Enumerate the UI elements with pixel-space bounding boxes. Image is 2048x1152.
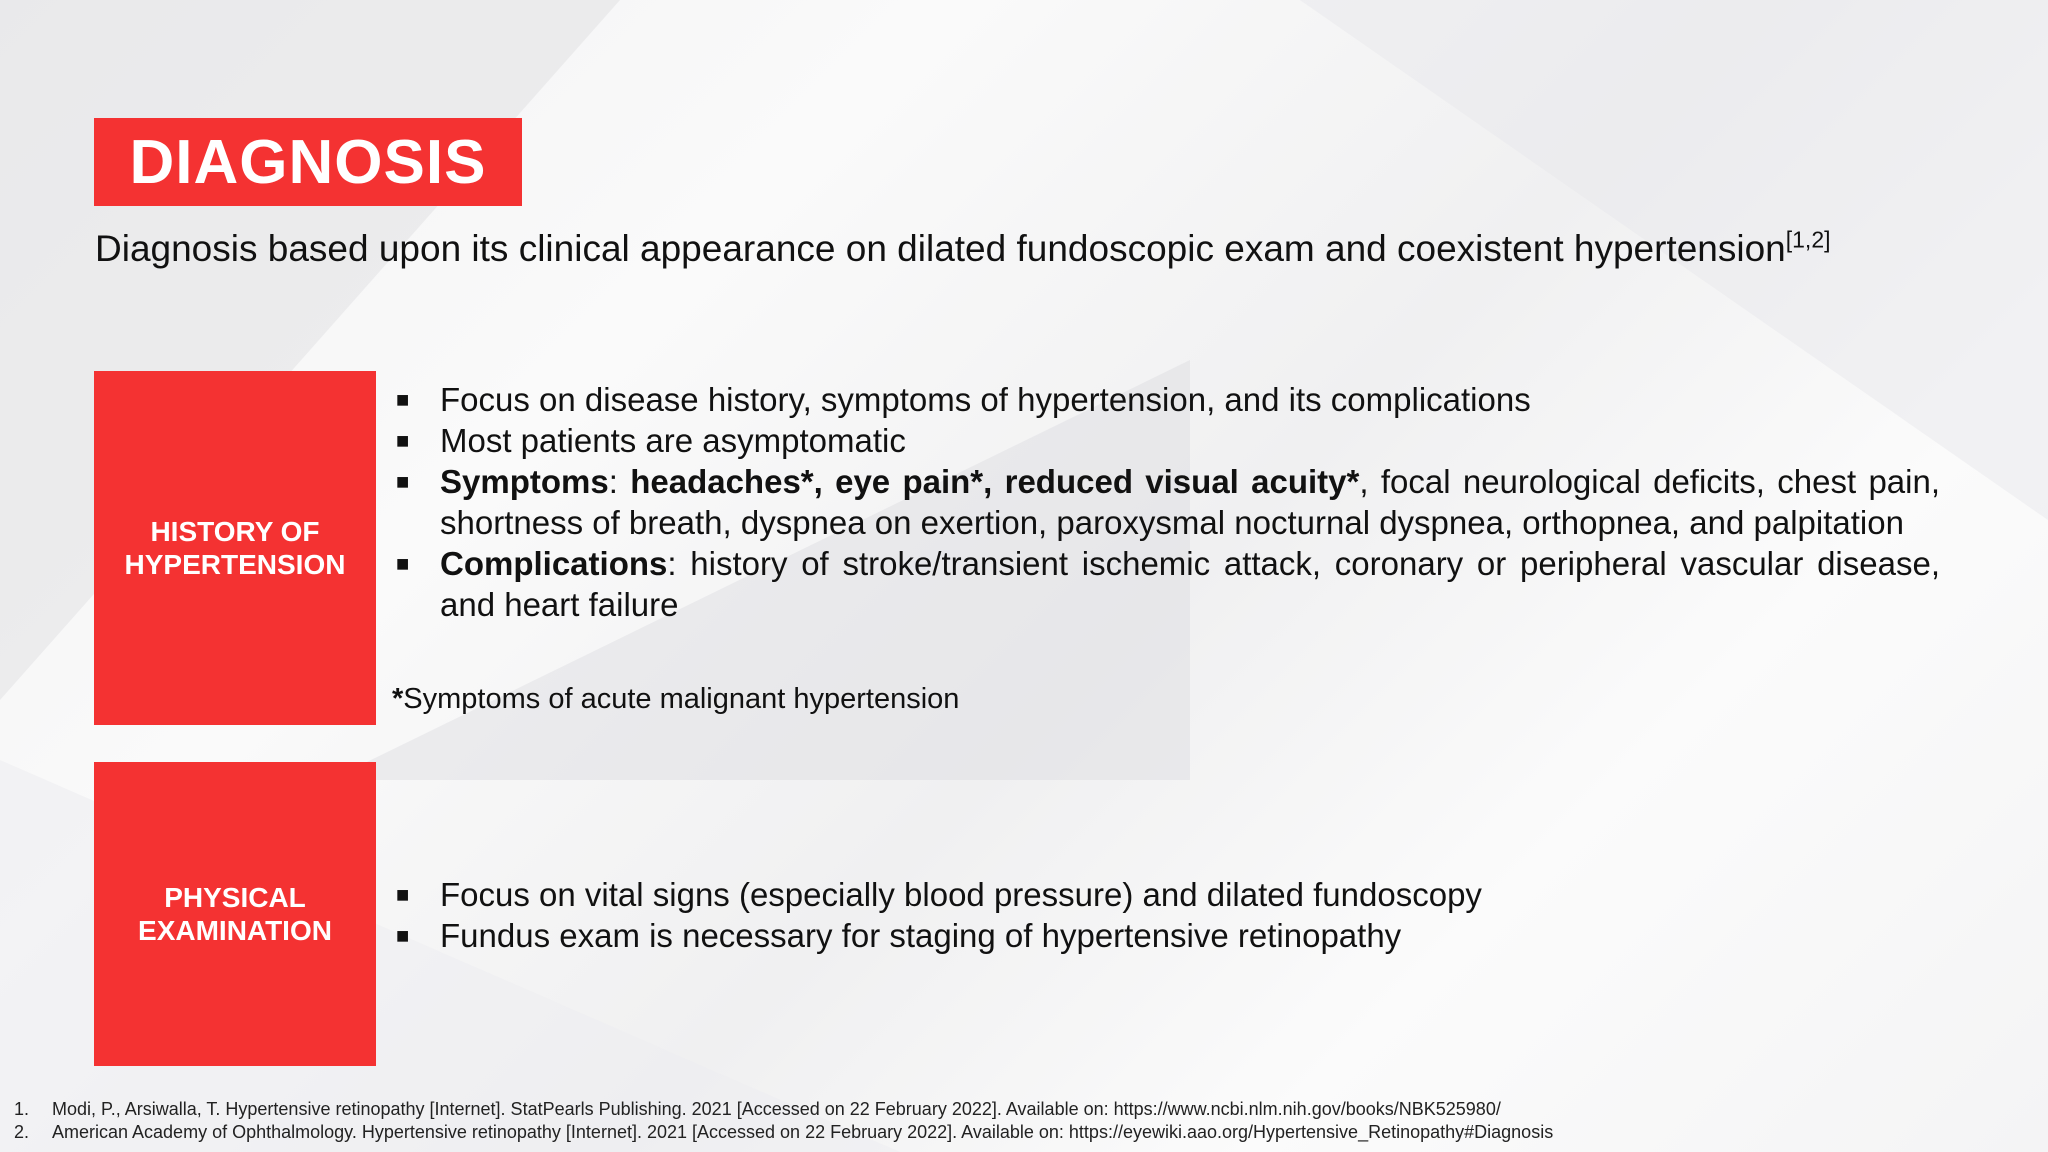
bullet-square-icon: ■ <box>396 551 410 576</box>
list-item <box>392 915 1940 956</box>
history-section-label-box <box>94 371 376 725</box>
note-text: Symptoms of acute malignant hypertension <box>403 683 960 715</box>
symptoms-separator: : <box>608 463 631 500</box>
reference-row <box>14 1098 1553 1121</box>
reference-number: 1. <box>14 1099 30 1119</box>
list-item <box>392 874 1940 915</box>
bullet-square-icon: ■ <box>396 469 410 494</box>
history-section-label: HISTORY OF HYPERTENSION <box>124 516 346 580</box>
bullet-text: Fundus exam is necessary for staging of hypertensive retinopathy <box>440 917 1402 954</box>
list-item <box>392 420 1940 461</box>
reference-number: 2. <box>14 1122 30 1142</box>
symptoms-rest: , focal neurological deficits, chest pain, shortness of breath, dyspnea on exertion, paroxysmal nocturnal dyspnea, orthopnea, and palpitation <box>440 463 1941 541</box>
bullet-square-icon: ■ <box>396 923 410 948</box>
subtitle <box>95 228 1831 270</box>
bullet-text: Most patients are asymptomatic <box>440 422 906 459</box>
list-item <box>392 543 1940 625</box>
physical-section-label: PHYSICAL EXAMINATION <box>138 882 332 946</box>
list-item <box>392 379 1940 420</box>
note-star: * <box>392 683 404 715</box>
references <box>14 1098 1553 1144</box>
complications-label: Complications <box>440 545 668 582</box>
subtitle-citation: [1,2] <box>1785 226 1831 253</box>
footnote-note <box>392 683 959 716</box>
title-banner <box>94 118 522 206</box>
history-bullet-list <box>392 379 1940 625</box>
complications-separator: : <box>667 545 691 582</box>
physical-bullet-list <box>392 874 1940 956</box>
subtitle-text: Diagnosis based upon its clinical appearance on dilated fundoscopic exam and coexistent hypertension <box>95 228 1786 269</box>
physical-section-label-box <box>94 762 376 1066</box>
bullet-square-icon: ■ <box>396 387 410 412</box>
bullet-square-icon: ■ <box>396 428 410 453</box>
reference-row <box>14 1121 1553 1144</box>
bullet-text: Focus on disease history, symptoms of hypertension, and its complications <box>440 381 1531 418</box>
complications-rest: history of stroke/transient ischemic attack, coronary or peripheral vascular disease, and heart failure <box>440 545 1940 623</box>
reference-text: American Academy of Ophthalmology. Hypertensive retinopathy [Internet]. 2021 [Accessed on 22 February 2022]. Available on: https://eyewiki.aao.org/Hypertensive_Retinopathy#Diagnosis <box>52 1122 1554 1142</box>
symptoms-label: Symptoms <box>440 463 609 500</box>
list-item <box>392 461 1940 543</box>
page-title: DIAGNOSIS <box>129 127 487 197</box>
symptoms-key-items: headaches*, eye pain*, reduced visual acuity* <box>630 463 1360 500</box>
reference-text: Modi, P., Arsiwalla, T. Hypertensive retinopathy [Internet]. StatPearls Publishing. 2021 [Accessed on 22 February 2022]. Available on: https://www.ncbi.nlm.nih.gov/books/NBK525980/ <box>52 1099 1501 1119</box>
bullet-text: Focus on vital signs (especially blood pressure) and dilated fundoscopy <box>440 876 1482 913</box>
bullet-square-icon: ■ <box>396 882 410 907</box>
